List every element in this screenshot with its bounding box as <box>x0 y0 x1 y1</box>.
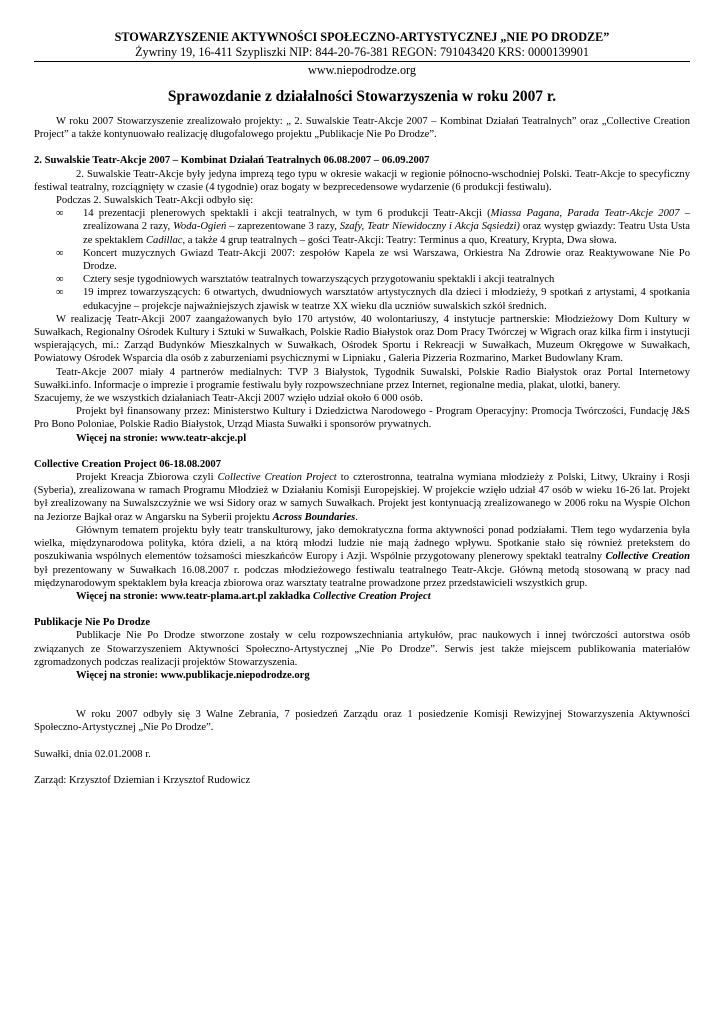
teatr-akcje-paragraph-3: W realizację Teatr-Akcji 2007 zaangażowanych było 170 artystów, 40 wolontariuszy, 4 instytucje partnerskie: Młodzieżowy Dom Kultury w Suwałkach, Regionalny Ośrodek Kultury i Sztuki w Suwałkach, Polskie Radio Białystok oraz Dom Pracy Twórczej w Wigrach oraz kilka firm i instytucji wspierających, mi.: Zarząd Budynków Mieszkalnych w Suwałkach, Ośrodek Sportu i Rekreacji w Suwałkach, Muzeum Okręgowe w Suwałkach, Powiatowy Ośrodek Wsparcia dla osób z zaburzeniami psychicznymi w Lipniaku , Galeria Pizzeria Rozmarino, Market Budowlany Kram. <box>34 313 690 365</box>
teatr-akcje-more-link[interactable]: Więcej na stronie: www.teatr-akcje.pl <box>76 432 247 444</box>
org-address: Żywriny 19, 16-411 Szypliszki NIP: 844-20-76-381 REGON: 791043420 KRS: 0000139901 <box>135 45 589 59</box>
teatr-akcje-paragraph-2: Podczas 2. Suwalskich Teatr-Akcji odbyło się: <box>56 195 254 207</box>
document-title: Sprawozdanie z działalności Stowarzyszenia w roku 2007 r. <box>167 88 557 105</box>
list-item: ∞ Cztery sesje tygodniowych warsztatów teatralnych towarzyszących przygotowaniu spektakli i akcji teatralnych <box>56 274 555 286</box>
infinity-bullet-icon: ∞ <box>56 208 64 220</box>
events-list <box>34 207 690 313</box>
collective-more-link[interactable]: Więcej na stronie: www.teatr-plama.art.pl zakładka Collective Creation Project <box>76 590 431 602</box>
org-name: STOWARZYSZENIE AKTYWNOŚCI SPOŁECZNO-ARTYSTYCZNEJ „NIE PO DRODZE” <box>114 30 610 44</box>
letterhead <box>34 30 690 78</box>
section-heading-teatr-akcje: 2. Suwalskie Teatr-Akcje 2007 – Kombinat Działań Teatralnych 06.08.2007 – 06.09.2007 <box>34 155 430 167</box>
infinity-bullet-icon: ∞ <box>56 287 64 299</box>
teatr-akcje-paragraph-4: Teatr-Akcje 2007 miały 4 partnerów medialnych: TVP 3 Białystok, Tygodnik Suwalski, Polskie Radio Białystok oraz Portal Internetowy Suwałki.info. Informacje o imprezie i programie festiwalu były rozpowszechniane przez Internet, regionalne media, plakat, ulotki, banery. <box>34 366 690 391</box>
org-website: www.niepodrodze.org <box>34 61 690 78</box>
intro-paragraph: W roku 2007 Stowarzyszenie zrealizowało projekty: „ 2. Suwalskie Teatr-Akcje 2007 – Kombinat Działań Teatralnych” oraz „Collective Creation Project” a także kontynuowało realizację długofalowego projektu „Publikacje Nie Po Drodze”. <box>34 116 690 141</box>
place-date: Suwałki, dnia 02.01.2008 r. <box>34 748 151 760</box>
infinity-bullet-icon: ∞ <box>56 247 64 259</box>
board-signature: Zarząd: Krzysztof Dziemian i Krzysztof Rudowicz <box>34 774 251 786</box>
section-heading-collective-creation: Collective Creation Project 06-18.08.2007 <box>34 458 222 470</box>
closing-paragraph: W roku 2007 odbyły się 3 Walne Zebrania, 7 posiedzeń Zarządu oraz 1 posiedzenie Komisji Rewizyjnej Stowarzyszenia Aktywności Społeczno-Artystycznej „Nie Po Drodze”. <box>34 709 690 734</box>
document-page <box>34 30 690 787</box>
teatr-akcje-paragraph-6: Projekt był finansowany przez: Ministerstwo Kultury i Dziedzictwa Narodowego - Program Operacyjny: Promocja Twórczości, Fundację J&S Pro Bono Poloniae, Polskie Radio Białystok, Urząd Miasta Suwałki i sponsorów prywatnych. <box>34 406 690 431</box>
publikacje-paragraph: Publikacje Nie Po Drodze stworzone zostały w celu rozpowszechniania artykułów, prac naukowych i innej twórczości autorstwa osób związanych ze Stowarzyszeniem Aktywności Społeczno-Artystycznej „Nie Po Drodze”. Serwis jest także miejscem publikowania materiałów zgromadzonych podczas realizacji projektów Stowarzyszenia. <box>34 630 690 668</box>
teatr-akcje-paragraph-1: 2. Suwalskie Teatr-Akcje były jedyna imprezą tego typu w okresie wakacji w regionie północno-wschodniej Polski. Teatr-Akcje to specyficzny festiwal teatralny, rozciągnięty w czasie (4 tygodnie) oraz bogaty w bezprecedensowe wydarzenie (6 produkcji festiwalu). <box>34 168 690 193</box>
collective-paragraph-1: Projekt Kreacja Zbiorowa czyli Collective Creation Project to czterostronna, teatralna wymiana młodzieży z Polski, Litwy, Ukrainy i Rosji (Syberia), zrealizowana w ramach Programu Młodzież w Działaniu Komisji Europejskiej. W projekcie wzięło udział 47 osób w wieku 16-26 lat. Projekt był zrealizowany na Suwalszczyźnie we wsi Sidory oraz w samych Suwałkach. Projekt jest kontynuacją zrealizowanego w 2006 roku na Wyspie Olchon na Jeziorze Bajkał oraz w Angarsku na Syberii projektu Across Boundaries. <box>34 472 690 523</box>
collective-paragraph-2: Głównym tematem projektu były teatr transkulturowy, jako demokratyczna forma aktywności ponad podziałami. Tłem tego wydarzenia była wielka, międzynarodowa polityka, która dzieli, a na którą młodzi ludzie nie mają żadnego wpływu. Spotkanie stało się również pretekstem do poszukiwania wspólnych elementów tożsamości mieszkańców Europy i Azji. Wspólnie przygotowany plenerowy spektakl teatralny Collective Creation był prezentowany w Suwałkach 16.08.2007 r. podczas młodzieżowego festiwalu teatralnego Teatr-Akcje. Główną metodą stosowaną w pracy nad międzynarodowym spektaklem była kreacja zbiorowa oraz warsztaty teatralne prowadzone przez przedstawicieli wszystkich grup. <box>34 524 690 589</box>
list-item: ∞ 14 prezentacji plenerowych spektakli i akcji teatralnych, w tym 6 produkcji Teatr-Akcji (Miassa Pagana, Parada Teatr-Akcje 2007 – zrealizowana 2 razy, Woda-Ogień – zaprezentowane 3 razy, Szafy, Teatr Niewidoczny i Akcja Sąsiedzi) oraz występ gwiazdy: Teatru Usta Usta ze spektaklem Cadillac, a także 4 grup teatralnych – gości Teatr-Akcji: Teatry: Terminus a quo, Kreatury, Krypta, Dwa słowa. <box>56 208 691 246</box>
teatr-akcje-paragraph-5: Szacujemy, że we wszystkich działaniach Teatr-Akcji 2007 wzięło udział około 6 000 osób. <box>34 393 423 405</box>
list-item: ∞ Koncert muzycznych Gwiazd Teatr-Akcji 2007: zespołów Kapela ze wsi Warszawa, Orkiestra Na Zdrowie oraz Reaktywowane Nie Po Drodze. <box>56 247 690 273</box>
list-item: ∞ 19 imprez towarzyszących: 6 otwartych, dwudniowych warsztatów artystycznych dla dzieci i młodzieży, 9 spotkań z artystami, 4 spotkania edukacyjne – projekcje najważniejszych zjawisk w teatrze XX wieku dla uczniów suwalskich szkół średnich. <box>56 287 690 312</box>
section-heading-publikacje: Publikacje Nie Po Drodze <box>34 617 151 629</box>
publikacje-more-link[interactable]: Więcej na stronie: www.publikacje.niepodrodze.org <box>76 669 310 681</box>
infinity-bullet-icon: ∞ <box>56 274 64 286</box>
